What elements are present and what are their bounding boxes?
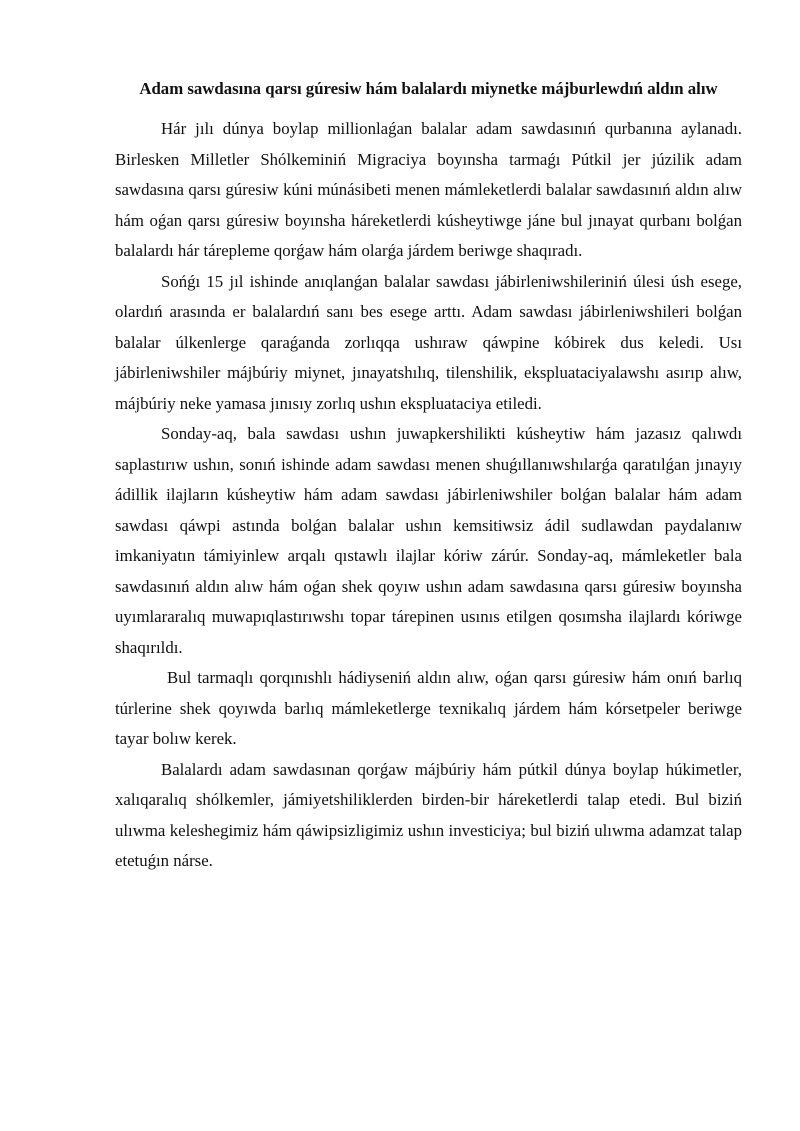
document-page <box>115 78 742 877</box>
paragraph-3: Sonday-aq, bala sawdası ushın juwapkershilikti kúsheytiw hám jazasız qalıwdı saplastırıw ushın, sonıń ishinde adam sawdası menen shuǵıllanıwshılarǵa qaratılǵan jınayıy ádillik ilajların kúsheytiw hám adam sawdası jábirleniwshiler bolǵan balalar hám adam sawdası qáwpi astında bolǵan balalar ushın kemsitiwsiz ádil sudlawdan paydalanıw imkaniyatın támiyinlew arqalı qıstawlı ilajlar kóriw zárúr. Sonday-aq, mámleketler bala sawdasınıń aldın alıw hám oǵan shek qoyıw ushın adam sawdasına qarsı gúresiw boyınsha uyımlararalıq muwapıqlastırıwshı topar tárepinen usınıs etilgen qosımsha ilajlardı kóriwge shaqırıldı. <box>115 424 742 657</box>
paragraph-1: Hár jılı dúnya boylap millionlaǵan balalar adam sawdasınıń qurbanına aylanadı. Birlesken Milletler Shólkeminiń Migraciya boyınsha tarmaǵı Pútkil jer júzilik adam sawdasına qarsı gúresiw kúni múnásibeti menen mámleketlerdi balalar sawdasınıń aldın alıw hám oǵan qarsı gúresiw boyınsha háreketlerdi kúsheytiwge jáne bul jınayat qurbanı bolǵan balalardı hár tárepleme qorǵaw hám olarǵa járdem beriwge shaqıradı. <box>115 119 742 260</box>
document-title: Adam sawdasına qarsı gúresiw hám balalardı miynetke májburlewdıń aldın alıw <box>139 79 718 98</box>
paragraph-4: Bul tarmaqlı qorqınıshlı hádiyseniń aldın alıw, oǵan qarsı gúresiw hám onıń barlıq túrlerine shek qoyıwda barlıq mámleketlerge texnikalıq járdem hám kórsetpeler beriwge tayar bolıw kerek. <box>115 668 742 748</box>
paragraph-2: Sońǵı 15 jıl ishinde anıqlanǵan balalar sawdası jábirleniwshileriniń úlesi úsh esege, olardıń arasında er balalardıń sanı bes esege arttı. Adam sawdası jábirleniwshileri bolǵan balalar úlkenlerge qaraǵanda zorlıqqa ushıraw qáwpine kóbirek dus keledi. Usı jábirleniwshiler májbúriy miynet, jınayatshılıq, tilenshilik, ekspluataciyalawshı asırıp alıw, májbúriy neke yamasa jınısıy zorlıq ushın ekspluataciya etiledi. <box>115 271 742 413</box>
paragraph-5: Balalardı adam sawdasınan qorǵaw májbúriy hám pútkil dúnya boylap húkimetler, xalıqaralıq shólkemler, jámiyetshiliklerden birden-bir háreketlerdi talap etedi. Bul biziń ulıwma keleshegimiz hám qáwipsizligimiz ushın investiciya; bul biziń ulıwma adamzat talap etetuǵın nárse. <box>115 759 742 870</box>
document-body <box>115 114 742 877</box>
